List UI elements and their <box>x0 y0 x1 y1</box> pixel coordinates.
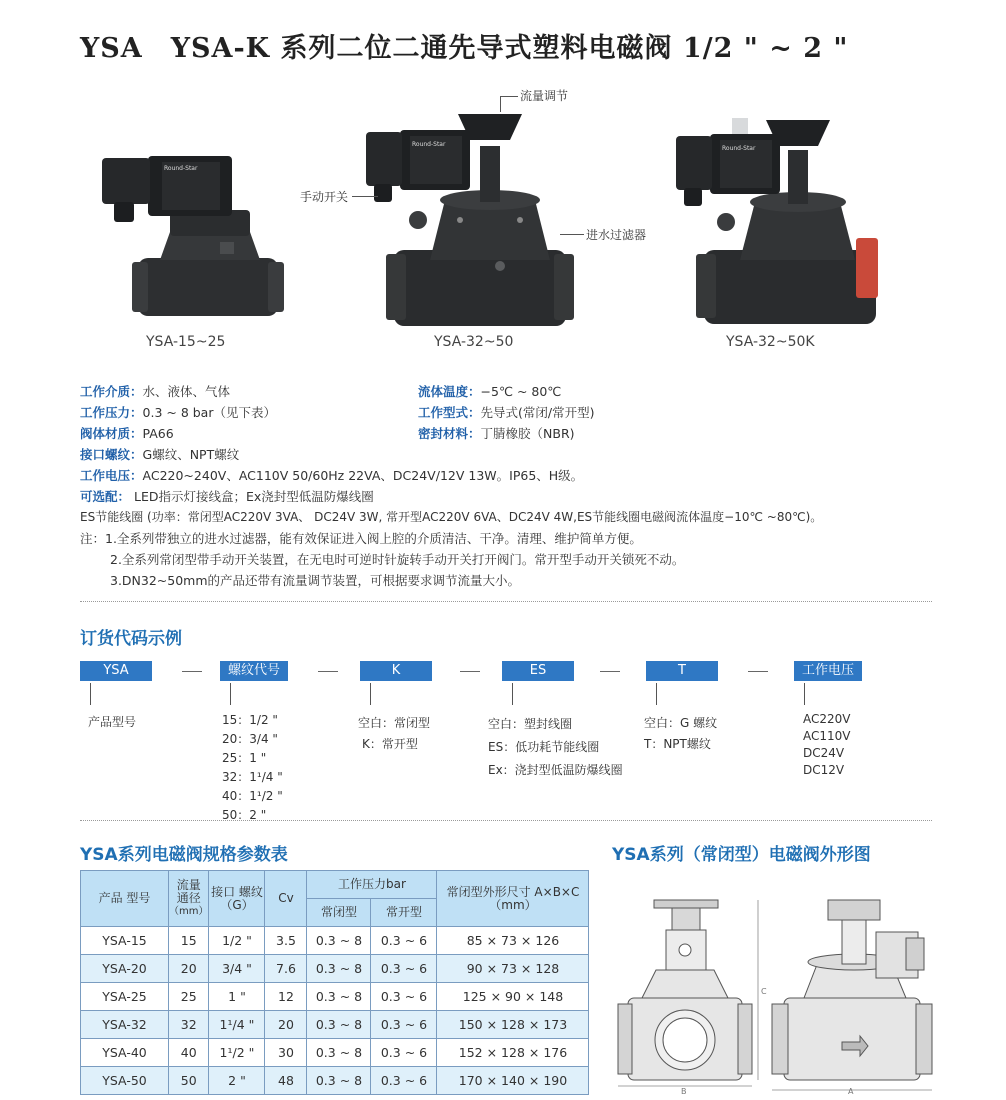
cell-flow-diameter: 40 <box>169 1039 209 1067</box>
order-col-coil <box>488 713 623 782</box>
th-model <box>81 871 169 927</box>
callout-line <box>500 96 501 112</box>
spec-value: −5℃ ~ 80℃ <box>480 384 562 399</box>
th-cv: Cv <box>265 871 307 927</box>
spec-label: 工作型式： <box>418 405 481 420</box>
order-option: AC220V <box>803 712 851 726</box>
table-title: YSA系列电磁阀规格参数表 <box>80 845 288 865</box>
coil-label: Round-Star <box>722 145 756 152</box>
spec-value: PA66 <box>142 426 174 441</box>
callout-line <box>500 96 518 97</box>
order-option: DC12V <box>803 763 845 777</box>
spec-pressure <box>80 402 276 423</box>
spec-label: 工作电压： <box>80 468 143 483</box>
spec-value: 0.3 ~ 8 bar（见下表） <box>142 405 276 420</box>
spec-table <box>80 870 589 1095</box>
spec-thread <box>80 444 239 465</box>
cell-cv: 12 <box>265 983 307 1011</box>
cell-thread: 2 " <box>209 1067 265 1095</box>
order-code-box: YSA <box>80 661 152 681</box>
th-normally-open: 常开型 <box>371 899 437 927</box>
order-option: K：常开型 <box>362 737 418 751</box>
product-caption-2: YSA-32~50 <box>434 334 514 350</box>
th-dims-unit: （mm） <box>489 897 537 912</box>
cell-pressure-no: 0.3 ~ 6 <box>371 955 437 983</box>
cell-flow-diameter: 25 <box>169 983 209 1011</box>
order-tick <box>230 683 231 705</box>
outline-drawing <box>606 890 936 1095</box>
divider <box>80 601 932 602</box>
order-col-thread-type <box>644 713 717 755</box>
spec-value: AC220~240V、AC110V 50/60Hz 22VA、DC24V/12V 13W。IP65、H级。 <box>142 468 584 483</box>
th-normally-closed: 常闭型 <box>307 899 371 927</box>
dim-label-b: B <box>681 1087 687 1095</box>
cell-dimensions: 150 × 128 × 173 <box>437 1011 589 1039</box>
order-tick <box>804 683 805 705</box>
order-dash <box>318 671 338 672</box>
cell-cv: 20 <box>265 1011 307 1039</box>
order-code-box: T <box>646 661 718 681</box>
product-image-ysa-32-50 <box>360 100 580 330</box>
spec-value: LED指示灯接线盒；Ex浇封型低温防爆线圈 <box>130 489 374 504</box>
th-model-text: 产品 型号 <box>98 891 151 905</box>
callout-inlet-filter: 进水过滤器 <box>586 228 647 242</box>
spec-label: 工作压力： <box>80 405 143 420</box>
order-option: 空白：常闭型 <box>358 716 431 730</box>
cell-pressure-nc: 0.3 ~ 8 <box>307 1039 371 1067</box>
order-option: 25：1 " <box>222 751 267 765</box>
product-image-ysa-15-25 <box>100 140 300 330</box>
callout-manual-switch: 手动开关 <box>300 190 349 204</box>
order-option: 产品型号 <box>88 715 137 729</box>
order-dash <box>460 671 480 672</box>
cell-model: YSA-50 <box>81 1067 169 1095</box>
cell-thread: 1 " <box>209 983 265 1011</box>
cell-model: YSA-15 <box>81 927 169 955</box>
cell-cv: 48 <box>265 1067 307 1095</box>
order-dash <box>600 671 620 672</box>
order-option: Ex：浇封型低温防爆线圈 <box>488 763 623 777</box>
order-dash <box>182 671 202 672</box>
order-tick <box>370 683 371 705</box>
spec-label: 接口螺纹： <box>80 447 143 462</box>
spec-label: 工作介质： <box>80 384 143 399</box>
cell-dimensions: 170 × 140 × 190 <box>437 1067 589 1095</box>
spec-label: 可选配： <box>80 489 131 504</box>
order-col-model <box>88 713 136 732</box>
product-caption-1: YSA-15~25 <box>146 334 226 350</box>
note-2: 2.全系列常闭型带手动开关装置，在无电时可逆时针旋转手动开关打开阀门。常开型手动开关锁死不动。 <box>110 552 685 567</box>
cell-model: YSA-40 <box>81 1039 169 1067</box>
cell-thread: 3/4 " <box>209 955 265 983</box>
note-3: 3.DN32~50mm的产品还带有流量调节装置，可根据要求调节流量大小。 <box>110 573 521 588</box>
spec-body-material <box>80 423 174 444</box>
table-row <box>81 1011 589 1039</box>
es-coil-note: ES节能线圈 (功率：常闭型AC220V 3VA、 DC24V 3W, 常开型AC220V 6VA、DC24V 4W,ES节能线圈电磁阀流体温度−10℃ ~80℃)。 <box>80 510 823 524</box>
cell-model: YSA-20 <box>81 955 169 983</box>
cell-dimensions: 85 × 73 × 126 <box>437 927 589 955</box>
th-flow-unit: （mm） <box>169 906 209 917</box>
callout-line <box>352 196 378 197</box>
order-option: 15：1/2 " <box>222 713 278 727</box>
order-tick <box>656 683 657 705</box>
order-code-box: 工作电压 <box>794 661 862 681</box>
dim-label-c: C <box>761 987 767 996</box>
cell-dimensions: 125 × 90 × 148 <box>437 983 589 1011</box>
spec-medium <box>80 381 230 402</box>
drawing-title: YSA系列（常闭型）电磁阀外形图 <box>612 845 871 865</box>
spec-seal-material <box>418 423 575 444</box>
order-dash <box>748 671 768 672</box>
spec-value: 水、液体、气体 <box>142 384 231 399</box>
cell-pressure-nc: 0.3 ~ 8 <box>307 955 371 983</box>
cell-thread: 1¹/2 " <box>209 1039 265 1067</box>
divider <box>80 820 932 821</box>
cell-dimensions: 152 × 128 × 176 <box>437 1039 589 1067</box>
cell-pressure-no: 0.3 ~ 6 <box>371 983 437 1011</box>
cell-cv: 3.5 <box>265 927 307 955</box>
callout-flow-adjust: 流量调节 <box>520 89 569 103</box>
product-image-ysa-32-50k <box>670 110 890 330</box>
th-flow-text: 流量 通径 <box>176 878 201 905</box>
order-option: 40：1¹/2 " <box>222 789 283 803</box>
coil-label: Round-Star <box>412 141 446 148</box>
spec-work-type <box>418 402 594 423</box>
order-option: AC110V <box>803 729 851 743</box>
cell-flow-diameter: 32 <box>169 1011 209 1039</box>
spec-fluid-temp <box>418 381 561 402</box>
spec-value: G螺纹、NPT螺纹 <box>142 447 240 462</box>
cell-flow-diameter: 20 <box>169 955 209 983</box>
spec-table-wrapper <box>80 870 589 1095</box>
th-dims-text: 常闭型外形尺寸 A×B×C <box>446 884 580 899</box>
th-port-unit: （G） <box>220 897 254 912</box>
order-section-title: 订货代码示例 <box>80 629 182 649</box>
dim-label-a: A <box>848 1087 854 1095</box>
order-option: 20：3/4 " <box>222 732 278 746</box>
th-pressure: 工作压力bar <box>307 871 437 899</box>
spec-table-body <box>81 927 589 1095</box>
order-tick <box>90 683 91 705</box>
spec-label: 阀体材质： <box>80 426 143 441</box>
order-option: 50：2 " <box>222 808 267 822</box>
th-dims <box>437 871 589 927</box>
table-row <box>81 1039 589 1067</box>
cell-pressure-no: 0.3 ~ 6 <box>371 927 437 955</box>
cell-pressure-nc: 0.3 ~ 8 <box>307 983 371 1011</box>
cell-thread: 1/2 " <box>209 927 265 955</box>
cell-cv: 7.6 <box>265 955 307 983</box>
table-row <box>81 1067 589 1095</box>
cell-thread: 1¹/4 " <box>209 1011 265 1039</box>
order-option: 32：1¹/4 " <box>222 770 283 784</box>
order-col-type <box>358 713 430 755</box>
spec-value: 丁腈橡胶（NBR) <box>480 426 575 441</box>
order-col-voltage <box>803 711 851 779</box>
page-title: YSA YSA-K 系列二位二通先导式塑料电磁阀 1/2 " ~ 2 " <box>80 33 849 64</box>
cell-flow-diameter: 50 <box>169 1067 209 1095</box>
coil-label: Round-Star <box>164 165 198 172</box>
spec-label: 密封材料： <box>418 426 481 441</box>
cell-flow-diameter: 15 <box>169 927 209 955</box>
note-1: 注：1.全系列带独立的进水过滤器，能有效保证进入阀上腔的介质清洁、干净。清理、维护简单方便。 <box>80 531 642 546</box>
cell-model: YSA-25 <box>81 983 169 1011</box>
cell-dimensions: 90 × 73 × 128 <box>437 955 589 983</box>
order-code-box: 螺纹代号 <box>220 661 288 681</box>
th-port <box>209 871 265 927</box>
spec-value: 先导式(常闭/常开型) <box>480 405 595 420</box>
cell-pressure-no: 0.3 ~ 6 <box>371 1011 437 1039</box>
order-option: DC24V <box>803 746 845 760</box>
table-row <box>81 927 589 955</box>
cell-pressure-nc: 0.3 ~ 8 <box>307 1067 371 1095</box>
th-flow <box>169 871 209 927</box>
callout-line <box>560 234 584 235</box>
cell-pressure-no: 0.3 ~ 6 <box>371 1067 437 1095</box>
order-code-box: K <box>360 661 432 681</box>
order-option: 空白：G 螺纹 <box>644 716 718 730</box>
order-option: ES：低功耗节能线圈 <box>488 740 600 754</box>
cell-pressure-no: 0.3 ~ 6 <box>371 1039 437 1067</box>
cell-pressure-nc: 0.3 ~ 8 <box>307 1011 371 1039</box>
th-port-text: 接口 螺纹 <box>211 884 263 899</box>
spec-voltage <box>80 465 583 486</box>
spec-label: 流体温度： <box>418 384 481 399</box>
cell-pressure-nc: 0.3 ~ 8 <box>307 927 371 955</box>
product-caption-3: YSA-32~50K <box>726 334 815 350</box>
table-row <box>81 983 589 1011</box>
order-option: 空白：塑封线圈 <box>488 717 573 731</box>
order-col-thread-code <box>222 711 283 825</box>
order-code-box: ES <box>502 661 574 681</box>
cell-cv: 30 <box>265 1039 307 1067</box>
cell-model: YSA-32 <box>81 1011 169 1039</box>
order-tick <box>512 683 513 705</box>
spec-options <box>80 486 374 507</box>
table-row <box>81 955 589 983</box>
order-option: T：NPT螺纹 <box>644 737 711 751</box>
